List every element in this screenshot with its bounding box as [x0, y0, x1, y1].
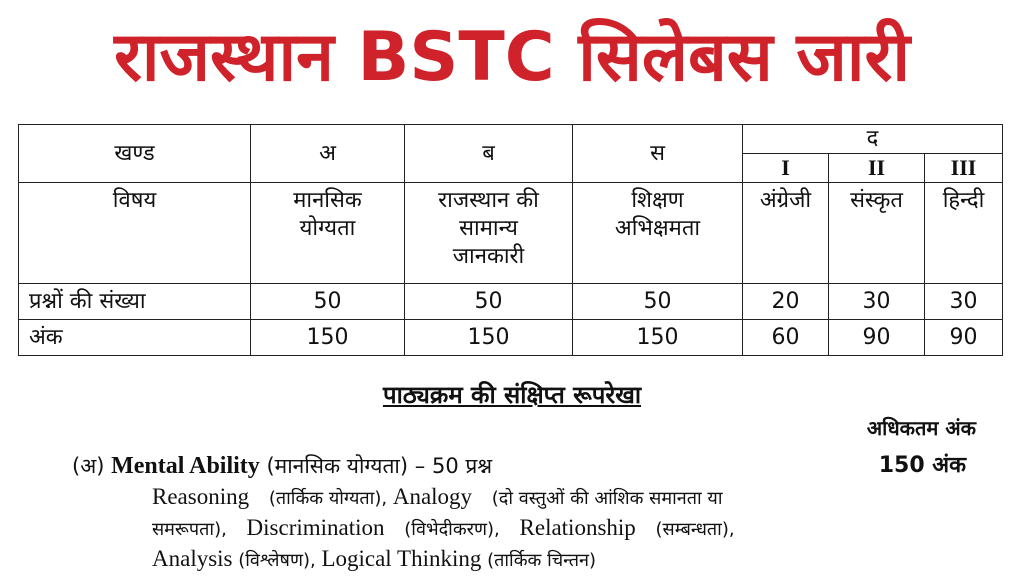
analogy-meaning: (दो वस्तुओं की आंशिक समानता या: [491, 488, 723, 509]
section-a-name-en: Mental Ability: [111, 453, 260, 479]
subject-cell: [743, 183, 829, 284]
questions-cell: 30: [925, 284, 1003, 320]
max-marks-label: अधिकतम अंक: [866, 416, 976, 440]
subject-line: सामान्य: [459, 216, 518, 241]
subject-line: हिन्दी: [942, 188, 985, 213]
marks-cell: 150: [251, 320, 405, 356]
analysis-term: Analysis: [152, 546, 233, 571]
section-a-max-marks: 150 अंक: [878, 453, 966, 478]
section-d-header: द: [743, 125, 1003, 154]
subject-cell: [829, 183, 925, 284]
row-label-subject: विषय: [19, 183, 251, 284]
row-label-questions: प्रश्नों की संख्या: [19, 284, 251, 320]
analogy-term: Analogy: [392, 484, 473, 509]
section-a-dash: –: [414, 454, 426, 478]
discrimination-meaning: (विभेदीकरण),: [404, 519, 500, 540]
logical-thinking-meaning: (तार्किक चिन्तन): [487, 550, 596, 571]
section-b-header: ब: [405, 125, 573, 183]
discrimination-term: Discrimination: [246, 515, 385, 540]
description-line-2: [152, 513, 892, 545]
subject-cell: [251, 183, 405, 284]
marks-cell: 150: [405, 320, 573, 356]
sub-section-3: III: [925, 154, 1003, 183]
description-line-3: [152, 544, 892, 576]
marks-cell: 60: [743, 320, 829, 356]
subject-line: शिक्षण: [631, 188, 684, 213]
syllabus-table: [18, 124, 1003, 356]
subject-line: संस्कृत: [850, 188, 903, 213]
sub-section-2: II: [829, 154, 925, 183]
reasoning-meaning: (तार्किक योग्यता),: [268, 488, 388, 509]
subject-cell: [405, 183, 573, 284]
questions-cell: 50: [573, 284, 743, 320]
subject-cell: [925, 183, 1003, 284]
marks-cell: 90: [829, 320, 925, 356]
outline-heading-text: पाठ्यक्रम की संक्षिप्त रूपरेखा: [382, 381, 642, 409]
outline-heading: [0, 380, 1024, 410]
questions-cell: 50: [405, 284, 573, 320]
sub-section-1: I: [743, 154, 829, 183]
marks-cell: 90: [925, 320, 1003, 356]
section-a-name-hi: (मानसिक योग्यता): [266, 454, 409, 478]
relationship-term: Relationship: [519, 515, 636, 540]
description-line-1: [152, 482, 892, 514]
section-a-prefix: (अ): [72, 454, 105, 478]
logical-thinking-term: Logical Thinking: [321, 546, 482, 571]
row-label-section: खण्ड: [19, 125, 251, 183]
subject-line: राजस्थान की: [438, 188, 539, 213]
section-c-header: स: [573, 125, 743, 183]
questions-cell: 20: [743, 284, 829, 320]
section-a-header: अ: [251, 125, 405, 183]
section-a-heading: [72, 452, 492, 480]
questions-cell: 50: [251, 284, 405, 320]
reasoning-term: Reasoning: [152, 484, 250, 509]
subject-line: अभिक्षमता: [614, 216, 701, 241]
row-label-marks: अंक: [19, 320, 251, 356]
marks-cell: 150: [573, 320, 743, 356]
relationship-meaning: (सम्बन्धता),: [655, 519, 735, 540]
subject-line: मानसिक: [293, 188, 362, 213]
subject-cell: [573, 183, 743, 284]
analysis-meaning: (विश्लेषण),: [238, 550, 316, 571]
analogy-meaning-cont: समरूपता),: [152, 519, 227, 540]
subject-line: जानकारी: [452, 244, 525, 269]
questions-cell: 30: [829, 284, 925, 320]
subject-line: अंग्रेजी: [759, 188, 812, 213]
page-title: राजस्थान BSTC सिलेबस जारी: [114, 18, 910, 97]
section-a-questions: 50 प्रश्न: [431, 454, 493, 478]
subject-line: योग्यता: [299, 216, 356, 241]
